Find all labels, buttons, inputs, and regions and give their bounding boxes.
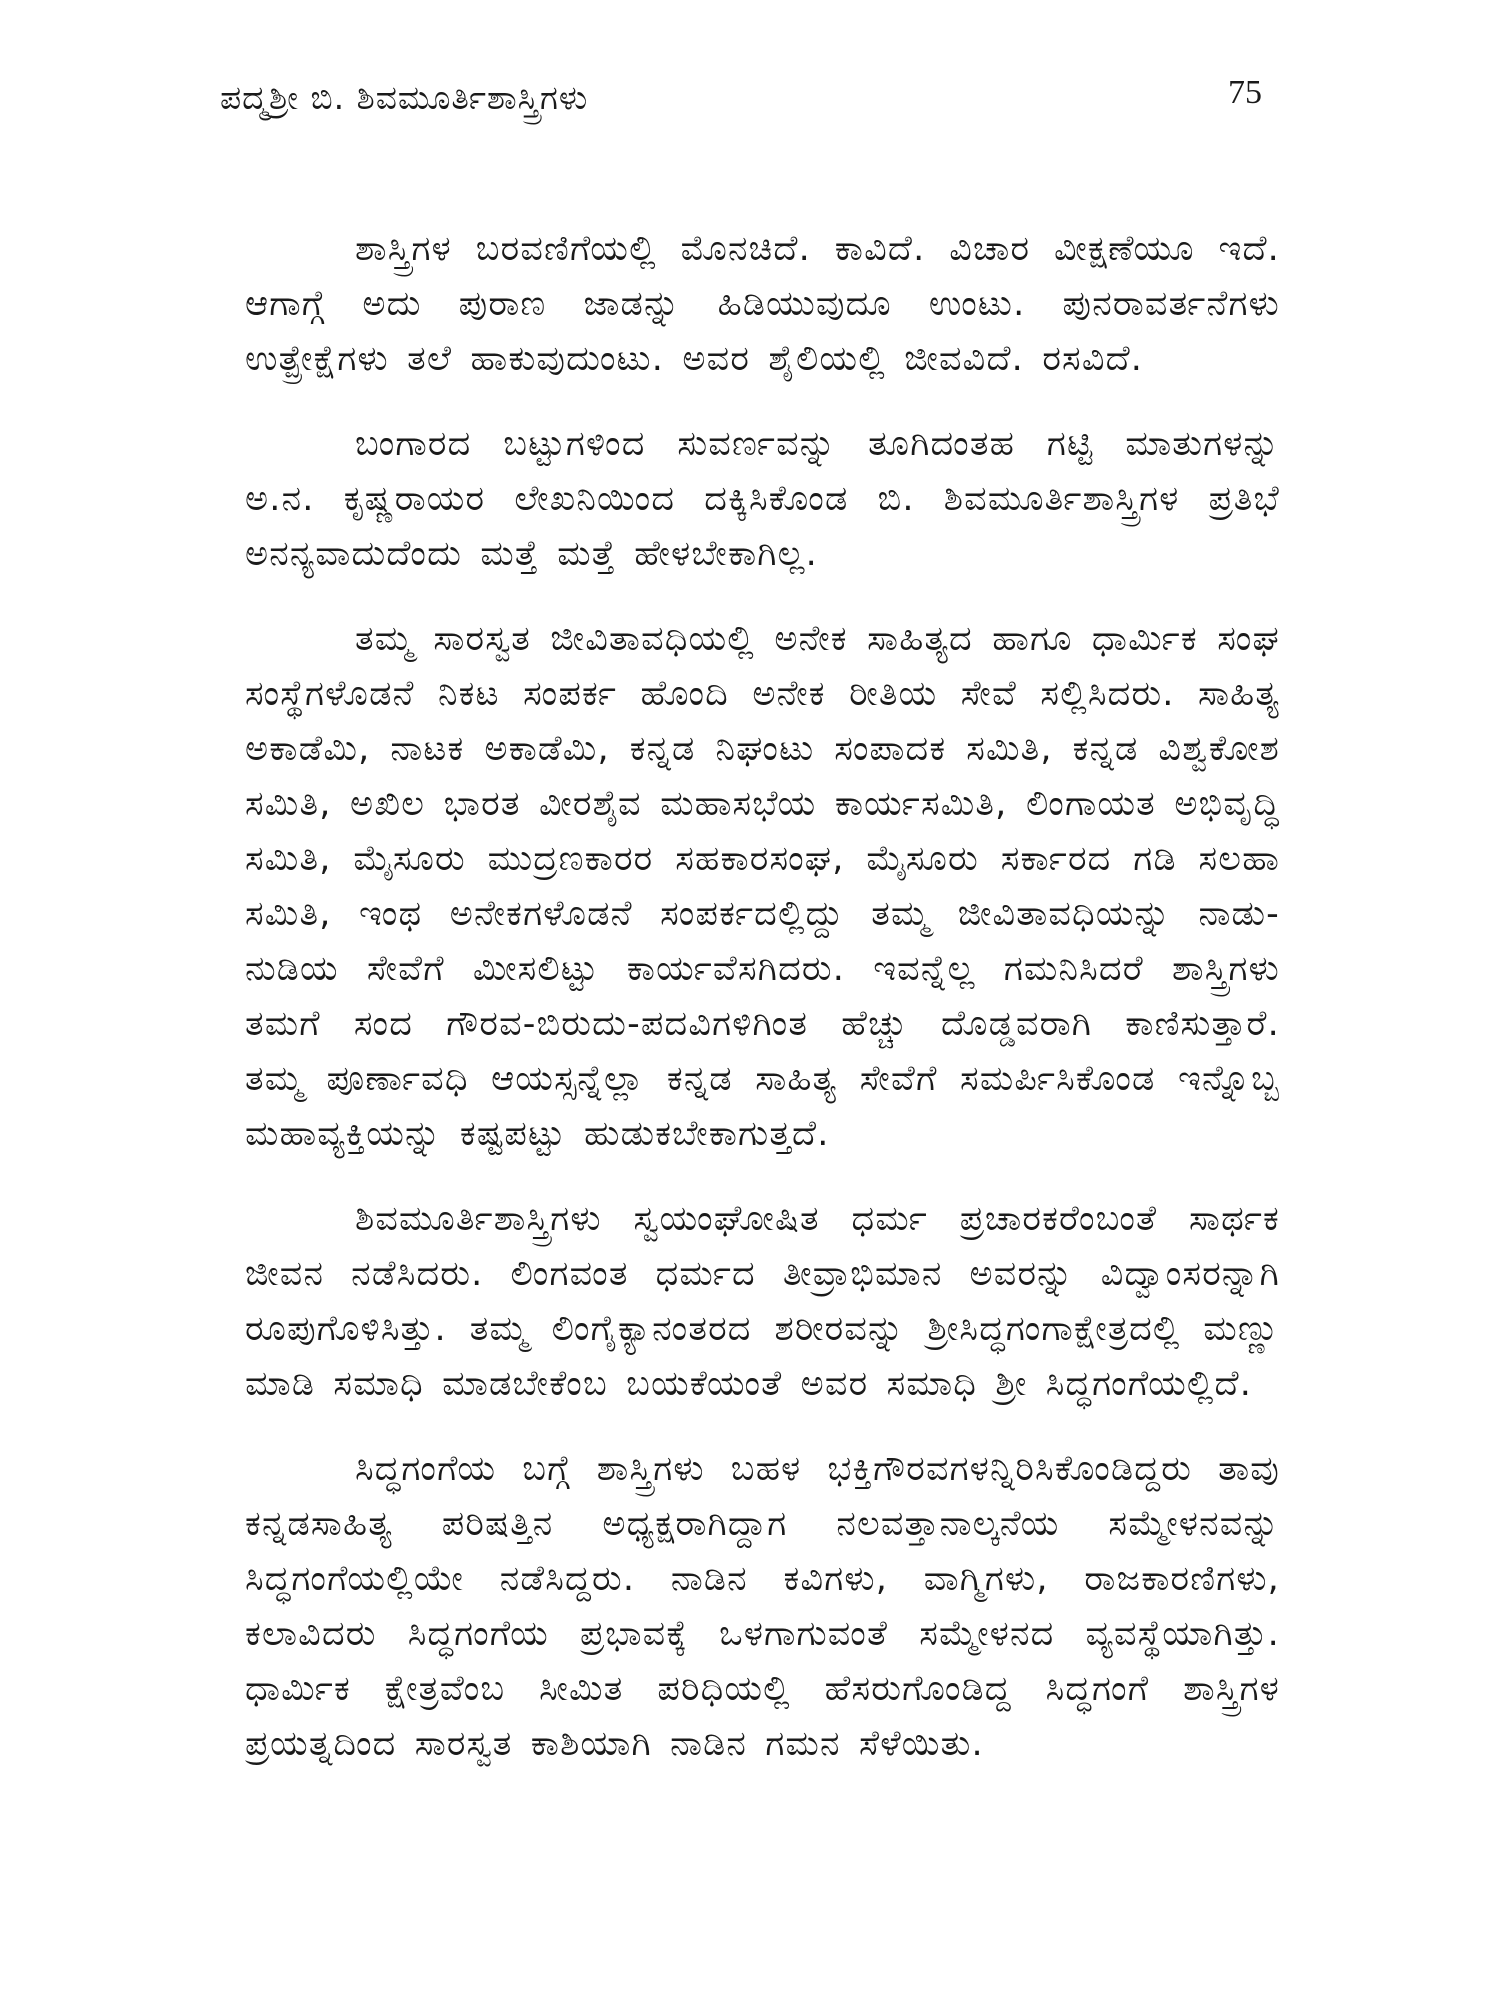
body-text [245,222,1280,1772]
running-title: ಪದ್ಮಶ್ರೀ ಬಿ. ಶಿವಮೂರ್ತಿಶಾಸ್ತ್ರಿಗಳು [220,78,589,117]
page-number: 75 [1228,74,1262,111]
paragraph: ತಮ್ಮ ಸಾರಸ್ವತ ಜೀವಿತಾವಧಿಯಲ್ಲಿ ಅನೇಕ ಸಾಹಿತ್ಯದ ಹಾಗೂ ಧಾರ್ಮಿಕ ಸಂಘ ಸಂಸ್ಥೆಗಳೊಡನೆ ನಿಕಟ ಸಂಪರ್ಕ ಹೊಂದಿ ಅನೇಕ ರೀತಿಯ ಸೇವೆ ಸಲ್ಲಿಸಿದರು. ಸಾಹಿತ್ಯ ಅಕಾಡೆಮಿ, ನಾಟಕ ಅಕಾಡೆಮಿ, ಕನ್ನಡ ನಿಘಂಟು ಸಂಪಾದಕ ಸಮಿತಿ, ಕನ್ನಡ ವಿಶ್ವಕೋಶ ಸಮಿತಿ, ಅಖಿಲ ಭಾರತ ವೀರಶೈವ ಮಹಾಸಭೆಯ ಕಾರ್ಯಸಮಿತಿ, ಲಿಂಗಾಯತ ಅಭಿವೃದ್ಧಿ ಸಮಿತಿ, ಮೈಸೂರು ಮುದ್ರಣಕಾರರ ಸಹಕಾರಸಂಘ, ಮೈಸೂರು ಸರ್ಕಾರದ ಗಡಿ ಸಲಹಾ ಸಮಿತಿ, ಇಂಥ ಅನೇಕಗಳೊಡನೆ ಸಂಪರ್ಕದಲ್ಲಿದ್ದು ತಮ್ಮ ಜೀವಿತಾವಧಿಯನ್ನು ನಾಡು-ನುಡಿಯ ಸೇವೆಗೆ ಮೀಸಲಿಟ್ಟು ಕಾರ್ಯವೆಸಗಿದರು. ಇವನ್ನೆಲ್ಲ ಗಮನಿಸಿದರೆ ಶಾಸ್ತ್ರಿಗಳು ತಮಗೆ ಸಂದ ಗೌರವ-ಬಿರುದು-ಪದವಿಗಳಿಗಿಂತ ಹೆಚ್ಚು ದೊಡ್ಡವರಾಗಿ ಕಾಣಿಸುತ್ತಾರೆ. ತಮ್ಮ ಪೂರ್ಣಾವಧಿ ಆಯಸ್ಸನ್ನೆಲ್ಲಾ ಕನ್ನಡ ಸಾಹಿತ್ಯ ಸೇವೆಗೆ ಸಮರ್ಪಿಸಿಕೊಂಡ ಇನ್ನೊಬ್ಬ ಮಹಾವ್ಯಕ್ತಿಯನ್ನು ಕಷ್ಟಪಟ್ಟು ಹುಡುಕಬೇಕಾಗುತ್ತದೆ. [245,619,1280,1154]
paragraph: ಸಿದ್ಧಗಂಗೆಯ ಬಗ್ಗೆ ಶಾಸ್ತ್ರಿಗಳು ಬಹಳ ಭಕ್ತಿಗೌರವಗಳನ್ನಿರಿಸಿಕೊಂಡಿದ್ದರು ತಾವು ಕನ್ನಡಸಾಹಿತ್ಯ ಪರಿಷತ್ತಿನ ಅಧ್ಯಕ್ಷರಾಗಿದ್ದಾಗ ನಲವತ್ತಾನಾಲ್ಕನೆಯ ಸಮ್ಮೇಳನವನ್ನು ಸಿದ್ಧಗಂಗೆಯಲ್ಲಿಯೇ ನಡೆಸಿದ್ದರು. ನಾಡಿನ ಕವಿಗಳು, ವಾಗ್ಮಿಗಳು, ರಾಜಕಾರಣಿಗಳು, ಕಲಾವಿದರು ಸಿದ್ಧಗಂಗೆಯ ಪ್ರಭಾವಕ್ಕೆ ಒಳಗಾಗುವಂತೆ ಸಮ್ಮೇಳನದ ವ್ಯವಸ್ಥೆಯಾಗಿತ್ತು. ಧಾರ್ಮಿಕ ಕ್ಷೇತ್ರವೆಂಬ ಸೀಮಿತ ಪರಿಧಿಯಲ್ಲಿ ಹೆಸರುಗೊಂಡಿದ್ದ ಸಿದ್ಧಗಂಗೆ ಶಾಸ್ತ್ರಿಗಳ ಪ್ರಯತ್ನದಿಂದ ಸಾರಸ್ವತ ಕಾಶಿಯಾಗಿ ನಾಡಿನ ಗಮನ ಸೆಳೆಯಿತು. [245,1449,1280,1764]
paragraph: ಬಂಗಾರದ ಬಟ್ಟುಗಳಿಂದ ಸುವರ್ಣವನ್ನು ತೂಗಿದಂತಹ ಗಟ್ಟಿ ಮಾತುಗಳನ್ನು ಅ.ನ. ಕೃಷ್ಣರಾಯರ ಲೇಖನಿಯಿಂದ ದಕ್ಕಿಸಿಕೊಂಡ ಬಿ. ಶಿವಮೂರ್ತಿಶಾಸ್ತ್ರಿಗಳ ಪ್ರತಿಭೆ ಅನನ್ಯವಾದುದೆಂದು ಮತ್ತೆ ಮತ್ತೆ ಹೇಳಬೇಕಾಗಿಲ್ಲ. [245,424,1280,574]
paragraph: ಶಾಸ್ತ್ರಿಗಳ ಬರವಣಿಗೆಯಲ್ಲಿ ಮೊನಚಿದೆ. ಕಾವಿದೆ. ವಿಚಾರ ವೀಕ್ಷಣೆಯೂ ಇದೆ. ಆಗಾಗ್ಗೆ ಅದು ಪುರಾಣ ಜಾಡನ್ನು ಹಿಡಿಯುವುದೂ ಉಂಟು. ಪುನರಾವರ್ತನೆಗಳು ಉತ್ಪ್ರೇಕ್ಷೆಗಳು ತಲೆ ಹಾಕುವುದುಂಟು. ಅವರ ಶೈಲಿಯಲ್ಲಿ ಜೀವವಿದೆ. ರಸವಿದೆ. [245,229,1280,379]
paragraph: ಶಿವಮೂರ್ತಿಶಾಸ್ತ್ರಿಗಳು ಸ್ವಯಂಘೋಷಿತ ಧರ್ಮ ಪ್ರಚಾರಕರೆಂಬಂತೆ ಸಾರ್ಥಕ ಜೀವನ ನಡೆಸಿದರು. ಲಿಂಗವಂತ ಧರ್ಮದ ತೀವ್ರಾಭಿಮಾನ ಅವರನ್ನು ವಿದ್ವಾಂಸರನ್ನಾಗಿ ರೂಪುಗೊಳಿಸಿತ್ತು. ತಮ್ಮ ಲಿಂಗೈಕ್ಯಾನಂತರದ ಶರೀರವನ್ನು ಶ್ರೀಸಿದ್ಧಗಂಗಾಕ್ಷೇತ್ರದಲ್ಲಿ ಮಣ್ಣು ಮಾಡಿ ಸಮಾಧಿ ಮಾಡಬೇಕೆಂಬ ಬಯಕೆಯಂತೆ ಅವರ ಸಮಾಧಿ ಶ್ರೀ ಸಿದ್ಧಗಂಗೆಯಲ್ಲಿದೆ. [245,1199,1280,1404]
